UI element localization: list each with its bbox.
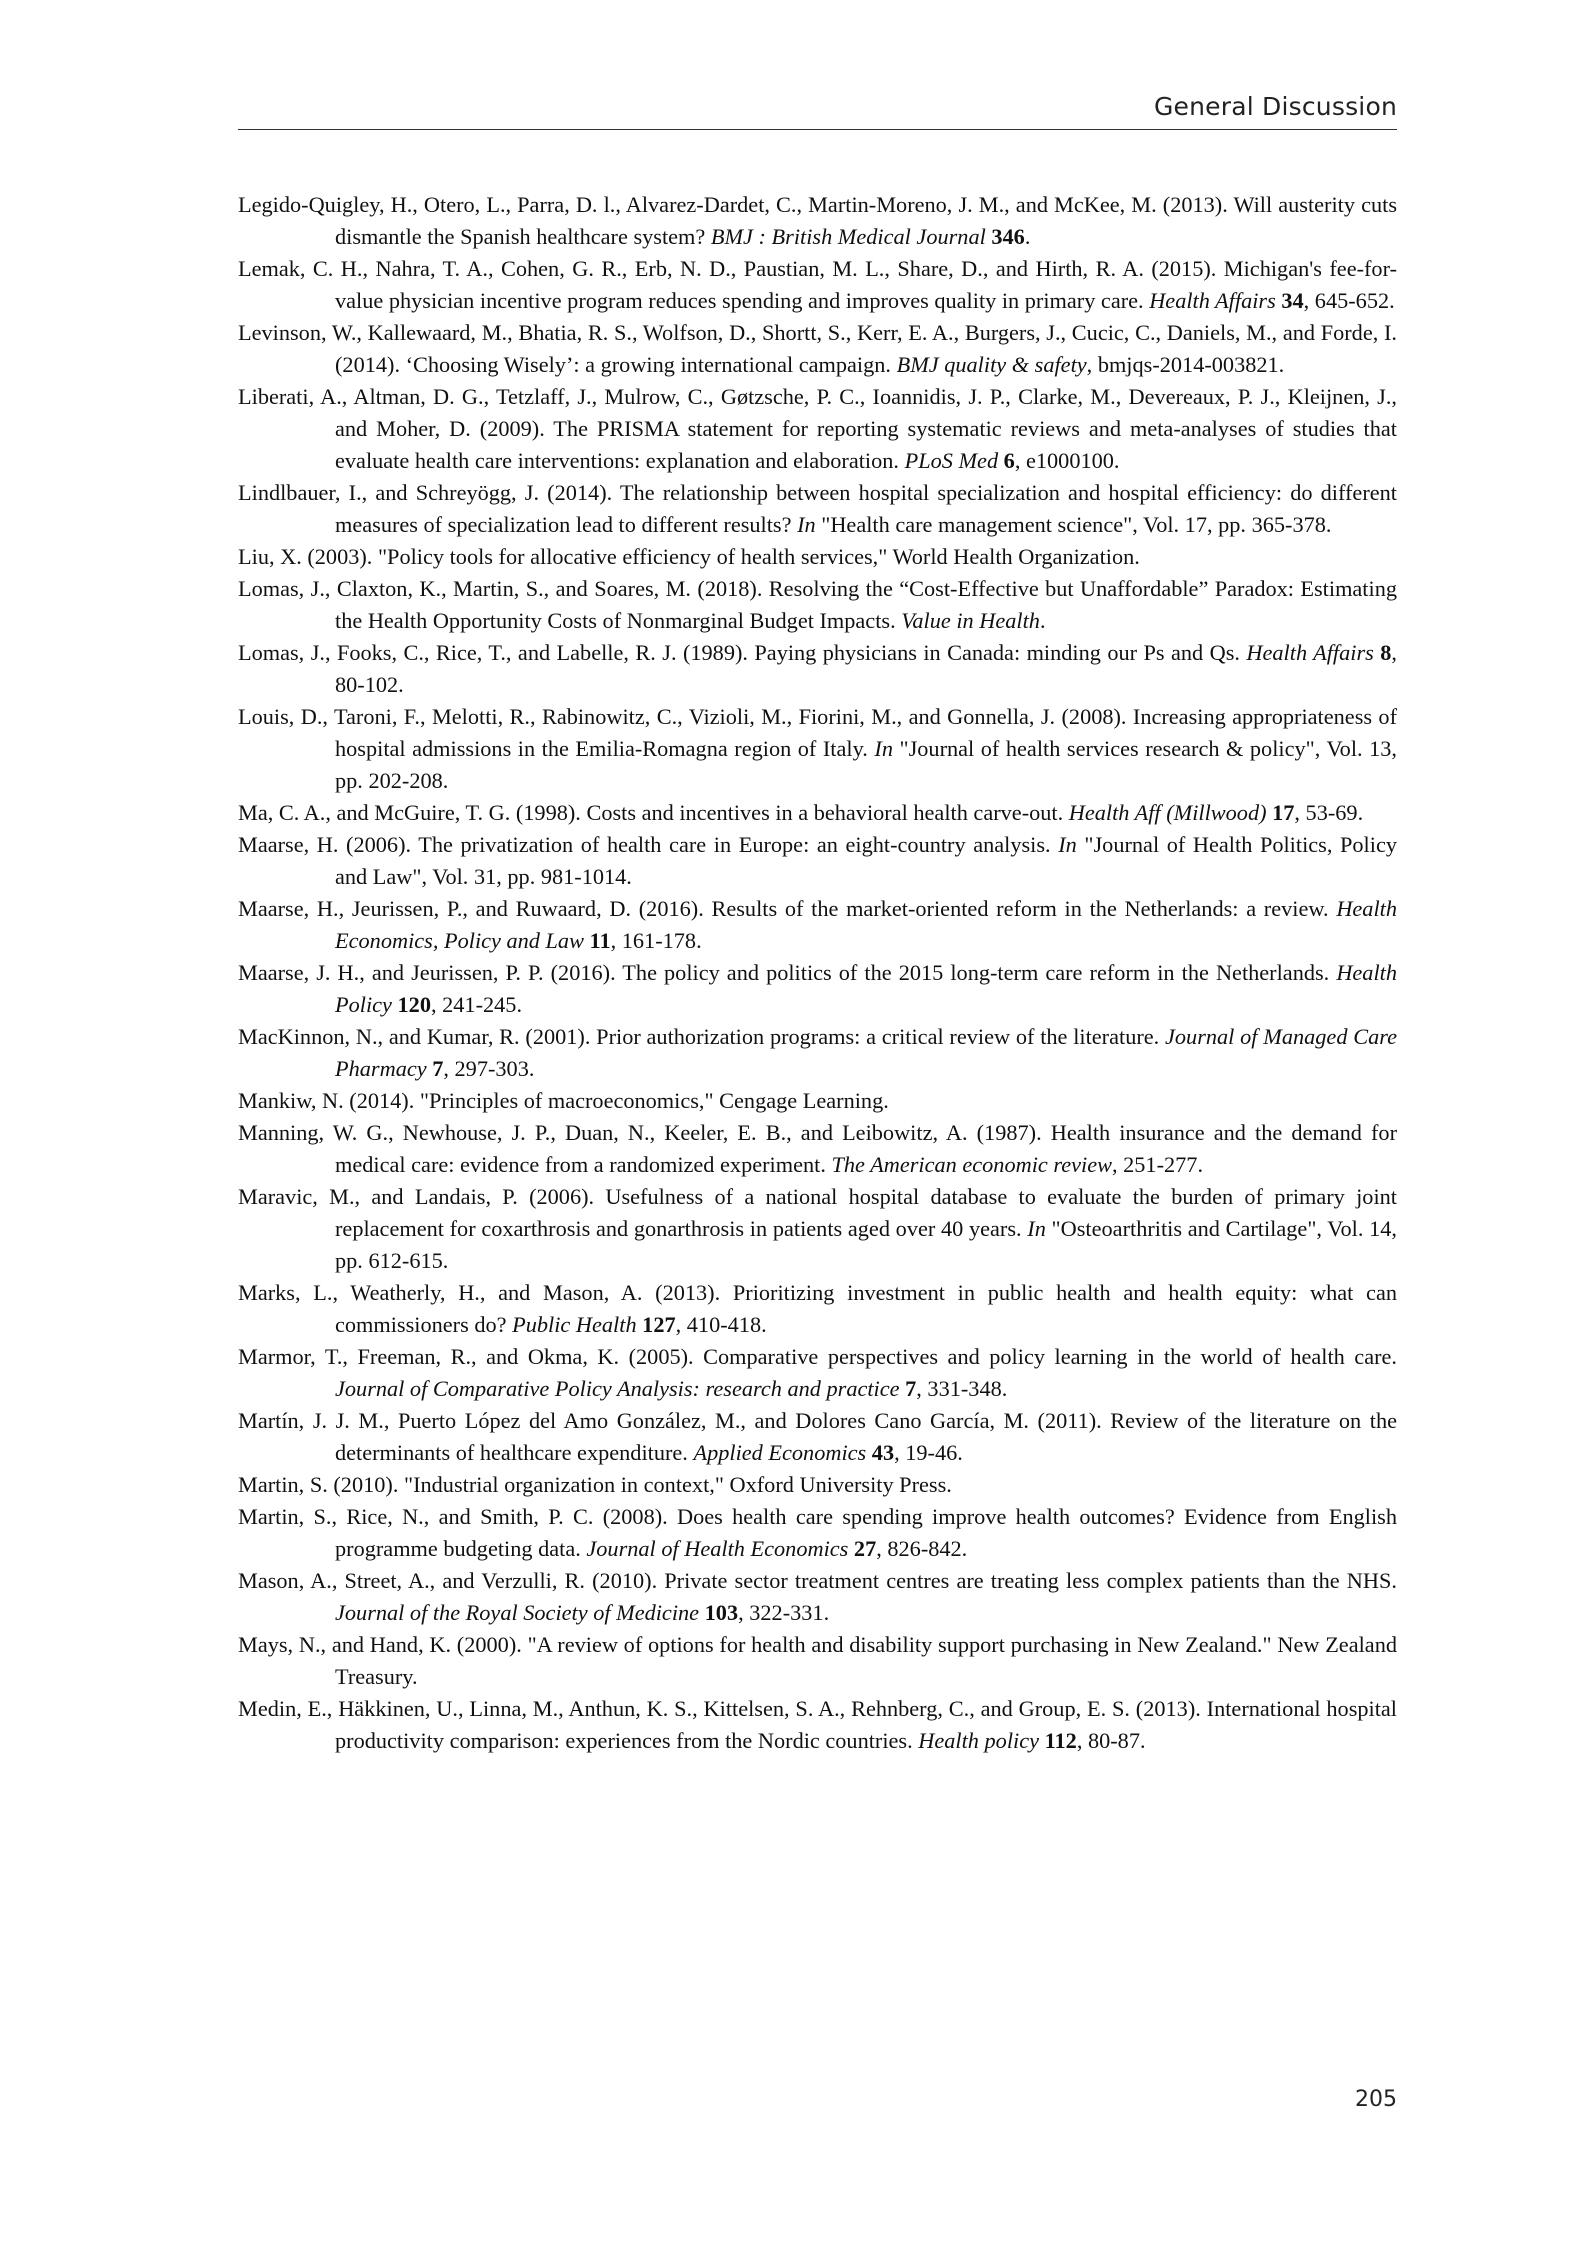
reference-text: Maarse, J. H., and Jeurissen, P. P. (2016). The policy and politics of the 2015 long-term care reform in the Netherlands.	[238, 960, 1337, 985]
reference-entry	[238, 1469, 1397, 1501]
reference-text: Lomas, J., Fooks, C., Rice, T., and Labelle, R. J. (1989). Paying physicians in Canada: minding our Ps and Qs.	[238, 640, 1247, 665]
reference-entry	[238, 1565, 1397, 1629]
reference-text: , 19-46.	[894, 1440, 963, 1465]
reference-text: "Journal of health services research & policy", Vol. 13, pp. 202-208.	[335, 736, 1397, 793]
reference-italic-text: In	[1058, 832, 1077, 857]
reference-volume: 112	[1044, 1728, 1077, 1753]
reference-italic-text: BMJ quality & safety	[896, 352, 1087, 377]
reference-text: , 322-331.	[738, 1600, 830, 1625]
reference-text: Mankiw, N. (2014). "Principles of macroeconomics," Cengage Learning.	[238, 1088, 889, 1113]
reference-text: "Health care management science", Vol. 17, pp. 365-378.	[815, 512, 1332, 537]
reference-text: Medin, E., Häkkinen, U., Linna, M., Anthun, K. S., Kittelsen, S. A., Rehnberg, C., and Group, E. S. (2013). International hospital productivity comparison: experiences from the Nordic countries.	[238, 1696, 1397, 1753]
reference-italic-text: The American economic review	[831, 1152, 1112, 1177]
reference-text: , 241-245.	[430, 992, 523, 1017]
reference-text: Marks, L., Weatherly, H., and Mason, A. (2013). Prioritizing investment in public health and health equity: what can commissioners do?	[238, 1280, 1397, 1337]
reference-italic-text: Journal of the Royal Society of Medicine	[335, 1600, 700, 1625]
reference-text: Martín, J. J. M., Puerto López del Amo González, M., and Dolores Cano García, M. (2011). Review of the literature on the determinants of healthcare expenditure.	[238, 1408, 1397, 1465]
reference-italic-text: PLoS Med	[904, 448, 999, 473]
reference-text: .	[1039, 608, 1046, 633]
reference-text: Manning, W. G., Newhouse, J. P., Duan, N., Keeler, E. B., and Leibowitz, A. (1987). Health insurance and the demand for medical care: evidence from a randomized experiment.	[238, 1120, 1397, 1177]
reference-text: .	[1024, 224, 1031, 249]
reference-entry	[238, 1341, 1397, 1405]
reference-italic-text: Health Economics, Policy and Law	[335, 896, 1397, 953]
reference-italic-text: Journal of Health Economics	[586, 1536, 849, 1561]
reference-text: Lemak, C. H., Nahra, T. A., Cohen, G. R., Erb, N. D., Paustian, M. L., Share, D., and Hirth, R. A. (2015). Michigan's fee-for-value physician incentive program reduces spending and improves quality in primary care.	[238, 256, 1397, 313]
reference-italic-text: Health Affairs	[1246, 640, 1374, 665]
reference-volume: 7	[432, 1056, 444, 1081]
reference-volume: 6	[1003, 448, 1015, 473]
reference-volume: 120	[397, 992, 431, 1017]
reference-entry	[238, 829, 1397, 893]
reference-italic-text: Health Aff (Millwood)	[1068, 800, 1267, 825]
reference-entry	[238, 253, 1397, 317]
reference-volume: 17	[1272, 800, 1295, 825]
reference-volume: 27	[853, 1536, 877, 1561]
reference-entry	[238, 1021, 1397, 1085]
reference-entry	[238, 1501, 1397, 1565]
reference-text: , 410-418.	[675, 1312, 767, 1337]
reference-entry	[238, 957, 1397, 1021]
reference-text: "Osteoarthritis and Cartilage", Vol. 14, pp. 612-615.	[335, 1216, 1397, 1273]
reference-entry	[238, 1629, 1397, 1693]
reference-text: , 251-277.	[1111, 1152, 1204, 1177]
reference-volume: 346	[991, 224, 1025, 249]
reference-italic-text: Journal of Managed Care Pharmacy	[335, 1024, 1397, 1081]
reference-italic-text: In	[797, 512, 816, 537]
reference-text: , e1000100.	[1014, 448, 1120, 473]
reference-entry	[238, 797, 1397, 829]
reference-text: Liu, X. (2003). "Policy tools for allocative efficiency of health services," World Health Organization.	[238, 544, 1140, 569]
reference-entry	[238, 1277, 1397, 1341]
reference-entry	[238, 477, 1397, 541]
reference-italic-text: Journal of Comparative Policy Analysis: research and practice	[335, 1376, 900, 1401]
reference-text: , bmjqs-2014-003821.	[1086, 352, 1285, 377]
reference-text: , 297-303.	[443, 1056, 535, 1081]
reference-text: Legido-Quigley, H., Otero, L., Parra, D. l., Alvarez-Dardet, C., Martin-Moreno, J. M., and McKee, M. (2013). Will austerity cuts dismantle the Spanish healthcare system?	[238, 192, 1397, 249]
reference-volume: 43	[871, 1440, 895, 1465]
reference-text: , 80-102.	[335, 640, 1397, 697]
header-rule	[238, 129, 1397, 130]
reference-italic-text: Value in Health	[901, 608, 1040, 633]
reference-text: Ma, C. A., and McGuire, T. G. (1998). Costs and incentives in a behavioral health carve-out.	[238, 800, 1069, 825]
reference-italic-text: In	[1027, 1216, 1046, 1241]
reference-entry	[238, 1693, 1397, 1757]
reference-volume: 7	[905, 1376, 917, 1401]
reference-text: Louis, D., Taroni, F., Melotti, R., Rabinowitz, C., Vizioli, M., Fiorini, M., and Gonnella, J. (2008). Increasing appropriateness of hospital admissions in the Emilia-Romagna region of Italy.	[238, 704, 1397, 761]
reference-entry	[238, 893, 1397, 957]
reference-text: , 331-348.	[916, 1376, 1008, 1401]
reference-entry	[238, 1181, 1397, 1277]
reference-entry	[238, 541, 1397, 573]
reference-text: Mays, N., and Hand, K. (2000). "A review of options for health and disability support purchasing in New Zealand." New Zealand Treasury.	[238, 1632, 1397, 1689]
reference-volume: 127	[642, 1312, 676, 1337]
reference-text: Maravic, M., and Landais, P. (2006). Usefulness of a national hospital database to evaluate the burden of primary joint replacement for coxarthrosis and gonarthrosis in patients aged over 40 years.	[238, 1184, 1397, 1241]
reference-text: Lindlbauer, I., and Schreyögg, J. (2014). The relationship between hospital specialization and hospital efficiency: do different measures of specialization lead to different results?	[238, 480, 1397, 537]
reference-italic-text: In	[874, 736, 893, 761]
reference-volume: 34	[1281, 288, 1304, 313]
reference-volume: 103	[704, 1600, 739, 1625]
reference-italic-text: Health Affairs	[1149, 288, 1276, 313]
reference-text: Maarse, H. (2006). The privatization of health care in Europe: an eight-country analysis.	[238, 832, 1059, 857]
reference-italic-text: BMJ : British Medical Journal	[710, 224, 986, 249]
reference-text: Levinson, W., Kallewaard, M., Bhatia, R. S., Wolfson, D., Shortt, S., Kerr, E. A., Burgers, J., Cucic, C., Daniels, M., and Forde, I. (2014). ‘Choosing Wisely’: a growing international campaign.	[238, 320, 1397, 377]
reference-entry	[238, 381, 1397, 477]
reference-volume: 11	[589, 928, 611, 953]
reference-volume: 8	[1380, 640, 1392, 665]
reference-entry	[238, 1085, 1397, 1117]
reference-text: Martin, S. (2010). "Industrial organization in context," Oxford University Press.	[238, 1472, 952, 1497]
reference-text: Liberati, A., Altman, D. G., Tetzlaff, J., Mulrow, C., Gøtzsche, P. C., Ioannidis, J. P., Clarke, M., Devereaux, P. J., Kleijnen, J., and Moher, D. (2009). The PRISMA statement for reporting systematic reviews and meta-analyses of studies that evaluate health care interventions: explanation and elaboration.	[238, 384, 1397, 473]
reference-entry	[238, 573, 1397, 637]
reference-text: , 80-87.	[1076, 1728, 1146, 1753]
reference-italic-text: Health policy	[918, 1728, 1040, 1753]
reference-entry	[238, 701, 1397, 797]
reference-entry	[238, 1405, 1397, 1469]
reference-text: "Journal of Health Politics, Policy and Law", Vol. 31, pp. 981-1014.	[335, 832, 1397, 889]
reference-text: MacKinnon, N., and Kumar, R. (2001). Prior authorization programs: a critical review of the literature.	[238, 1024, 1166, 1049]
reference-entry	[238, 1117, 1397, 1181]
reference-text: Martin, S., Rice, N., and Smith, P. C. (2008). Does health care spending improve health outcomes? Evidence from English programme budgeting data.	[238, 1504, 1397, 1561]
reference-italic-text: Public Health	[512, 1312, 637, 1337]
reference-entry	[238, 317, 1397, 381]
reference-entry	[238, 637, 1397, 701]
reference-text: , 645-652.	[1303, 288, 1395, 313]
page-number: 205	[1355, 2087, 1397, 2112]
reference-italic-text: Applied Economics	[693, 1440, 867, 1465]
reference-entry	[238, 189, 1397, 253]
reference-text: Lomas, J., Claxton, K., Martin, S., and Soares, M. (2018). Resolving the “Cost-Effective but Unaffordable” Paradox: Estimating the Health Opportunity Costs of Nonmarginal Budget Impacts.	[238, 576, 1397, 633]
running-header-title: General Discussion	[1153, 92, 1397, 121]
reference-text: , 826-842.	[876, 1536, 968, 1561]
reference-text: Marmor, T., Freeman, R., and Okma, K. (2005). Comparative perspectives and policy learning in the world of health care.	[238, 1344, 1397, 1369]
reference-text: , 53-69.	[1294, 800, 1364, 825]
reference-italic-text: Health Policy	[335, 960, 1397, 1017]
reference-text: Maarse, H., Jeurissen, P., and Ruwaard, D. (2016). Results of the market-oriented reform in the Netherlands: a review.	[238, 896, 1337, 921]
reference-text: , 161-178.	[610, 928, 702, 953]
reference-list	[238, 189, 1397, 1757]
reference-text: Mason, A., Street, A., and Verzulli, R. (2010). Private sector treatment centres are treating less complex patients than the NHS.	[238, 1568, 1397, 1593]
